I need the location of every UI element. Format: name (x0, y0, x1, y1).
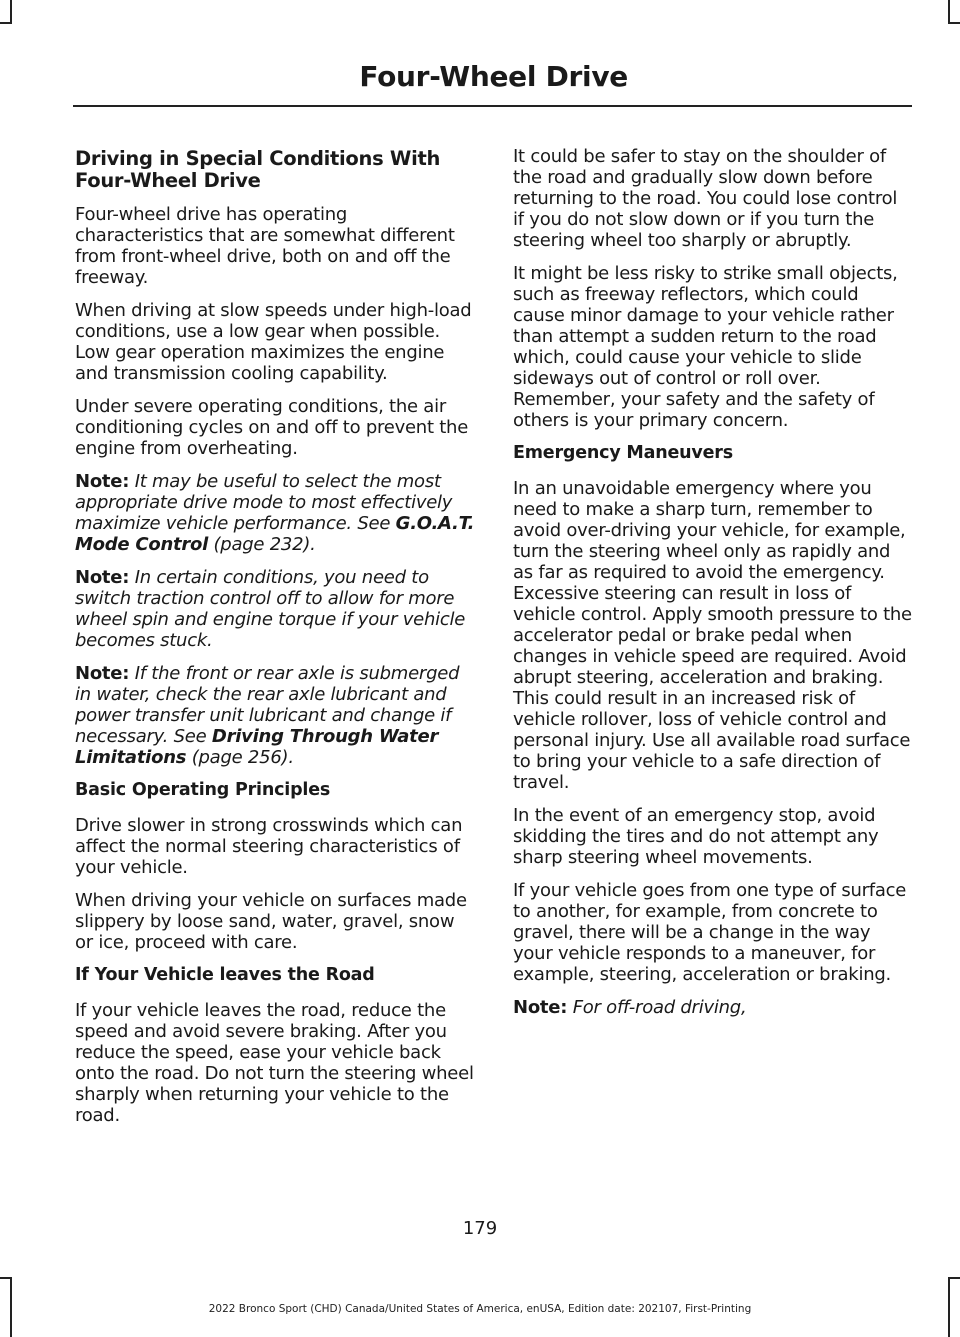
note-axle-submerged (75, 663, 475, 768)
paragraph: It might be less risky to strike small objects, such as freeway reflectors, which could cause minor damage to your vehicle rather than attempt a sudden return to the road which, could cause your vehicle to slide sideways out of control or roll over. Remember, your safety and the safety of others is your primary concern. (513, 263, 898, 431)
subheading: If Your Vehicle leaves the Road (75, 965, 375, 985)
header-rule (73, 105, 912, 107)
crop-mark (948, 1277, 960, 1279)
note-label: Note: (75, 567, 130, 588)
note-label: Note: (513, 997, 568, 1018)
note-drive-mode (75, 471, 475, 555)
subheading: Basic Operating Principles (75, 780, 331, 800)
crop-mark (948, 22, 960, 24)
paragraph: In the event of an emergency stop, avoid skidding the tires and do not attempt any sharp steering wheel movements. (513, 805, 879, 868)
paragraph: If your vehicle goes from one type of surface to another, for example, from concrete to gravel, there will be a change in the way your vehicle responds to a maneuver, for example, steering, acceleration or braking. (513, 880, 907, 985)
page-reference: (page 232). (213, 534, 316, 555)
cross-reference-link[interactable]: Driving Through Water Limitations (75, 726, 439, 768)
note-label: Note: (75, 471, 130, 492)
page-title: Four-Wheel Drive (359, 60, 628, 93)
note-text: It may be useful to select the most appropriate drive mode to most effectively maximize vehicle performance. See (75, 471, 453, 534)
paragraph: In an unavoidable emergency where you need to make a sharp turn, remember to avoid over-driving your vehicle, for example, turn the steering wheel only as rapidly and as far as required to avoid the emergency. Excessive steering can result in loss of vehicle control. Apply smooth pressure to the accelerator pedal or brake pedal when changes in vehicle speed are required. Avoid abrupt steering, acceleration and braking. This could result in an increased risk of vehicle rollover, loss of vehicle control and personal injury. Use all available road surface to bring your vehicle to a safe direction of travel. (513, 478, 912, 793)
note-text: In certain conditions, you need to switch traction control off to allow for more wheel spin and engine torque if your vehicle becomes stuck. (75, 567, 466, 651)
crop-mark (0, 1277, 12, 1279)
paragraph: When driving at slow speeds under high-load conditions, use a low gear when possible. Low gear operation maximizes the engine and transmission cooling capability. (75, 300, 472, 384)
cross-reference-link[interactable]: G.O.A.T. Mode Control (75, 513, 475, 555)
paragraph: If your vehicle leaves the road, reduce the speed and avoid severe braking. After you reduce the speed, ease your vehicle back onto the road. Do not turn the steering wheel sharply when returning your vehicle to the road. (75, 1000, 474, 1126)
right-column (513, 146, 913, 1030)
note-label: Note: (75, 663, 130, 684)
page-number: 179 (462, 1218, 498, 1239)
paragraph: When driving your vehicle on surfaces made slippery by loose sand, water, gravel, snow or ice, proceed with care. (75, 890, 467, 953)
note-text: For off-road driving, (572, 997, 747, 1018)
paragraph: Four-wheel drive has operating characteristics that are somewhat different from front-wheel drive, both on and off the freeway. (75, 204, 455, 288)
left-column (75, 146, 475, 1138)
crop-mark (0, 22, 12, 24)
page-reference: (page 256). (191, 747, 294, 768)
subheading: Emergency Maneuvers (513, 443, 733, 463)
paragraph: Under severe operating conditions, the air conditioning cycles on and off to prevent the engine from overheating. (75, 396, 469, 459)
footer-edition-info: 2022 Bronco Sport (CHD) Canada/United States of America, enUSA, Edition date: 202107, First-Printing (208, 1303, 752, 1315)
note-off-road (513, 997, 913, 1018)
paragraph: Drive slower in strong crosswinds which can affect the normal steering characteristics of your vehicle. (75, 815, 463, 878)
note-text: If the front or rear axle is submerged in water, check the rear axle lubricant and power transfer unit lubricant and change if necessary. See (75, 663, 460, 747)
paragraph: It could be safer to stay on the shoulder of the road and gradually slow down before returning to the road. You could lose control if you do not slow down or if you turn the steering wheel too sharply or abruptly. (513, 146, 898, 251)
crop-mark (10, 0, 12, 24)
crop-mark (948, 0, 950, 24)
section-heading: Driving in Special Conditions With Four-Wheel Drive (75, 147, 441, 192)
note-traction-control (75, 567, 475, 651)
